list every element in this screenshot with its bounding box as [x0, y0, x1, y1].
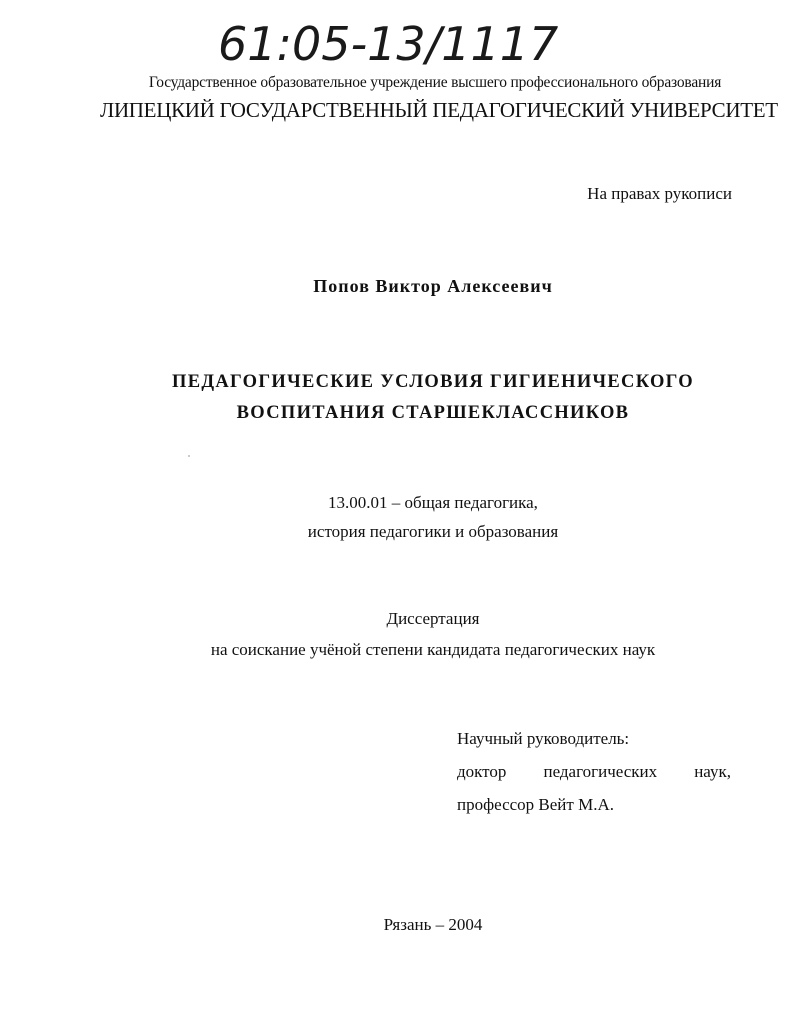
title-line-2: ВОСПИТАНИЯ СТАРШЕКЛАССНИКОВ — [236, 403, 630, 423]
handwritten-code-drawing — [214, 8, 559, 78]
advisor-heading: Научный руководитель: — [457, 729, 630, 748]
city-year: Рязань – 2004 — [383, 915, 483, 934]
dissertation-purpose: на соискание учёной степени кандидата педагогических наук — [210, 640, 656, 659]
specialty-block — [0, 488, 799, 546]
rights-note: На правах рукописи — [587, 184, 732, 203]
specialty-line-2: история педагогики и образования — [307, 522, 559, 541]
advisor-degree — [457, 762, 731, 782]
title-line-1: ПЕДАГОГИЧЕСКИЕ УСЛОВИЯ ГИГИЕНИЧЕСКОГО — [172, 372, 694, 392]
scan-speck — [188, 455, 190, 457]
dissertation-title — [0, 367, 799, 429]
handwritten-code-text: 61:05-13/1117 — [218, 17, 559, 71]
dissertation-heading: Диссертация — [386, 609, 480, 628]
author-name: Попов Виктор Алексеевич — [313, 276, 553, 296]
handwritten-archive-code — [214, 8, 559, 78]
ministry-line: Государственное образовательное учреждение высшего профессионального образования — [148, 74, 722, 91]
advisor-name: профессор Вейт М.А. — [457, 795, 614, 814]
advisor-degree-word: наук, — [694, 762, 731, 781]
advisor-degree-word: педагогических — [543, 762, 658, 781]
advisor-degree-word: доктор — [457, 762, 507, 781]
university-name: ЛИПЕЦКИЙ ГОСУДАРСТВЕННЫЙ ПЕДАГОГИЧЕСКИЙ УНИВЕРСИТЕТ — [100, 98, 778, 122]
specialty-line-1: 13.00.01 – общая педагогика, — [328, 493, 538, 512]
